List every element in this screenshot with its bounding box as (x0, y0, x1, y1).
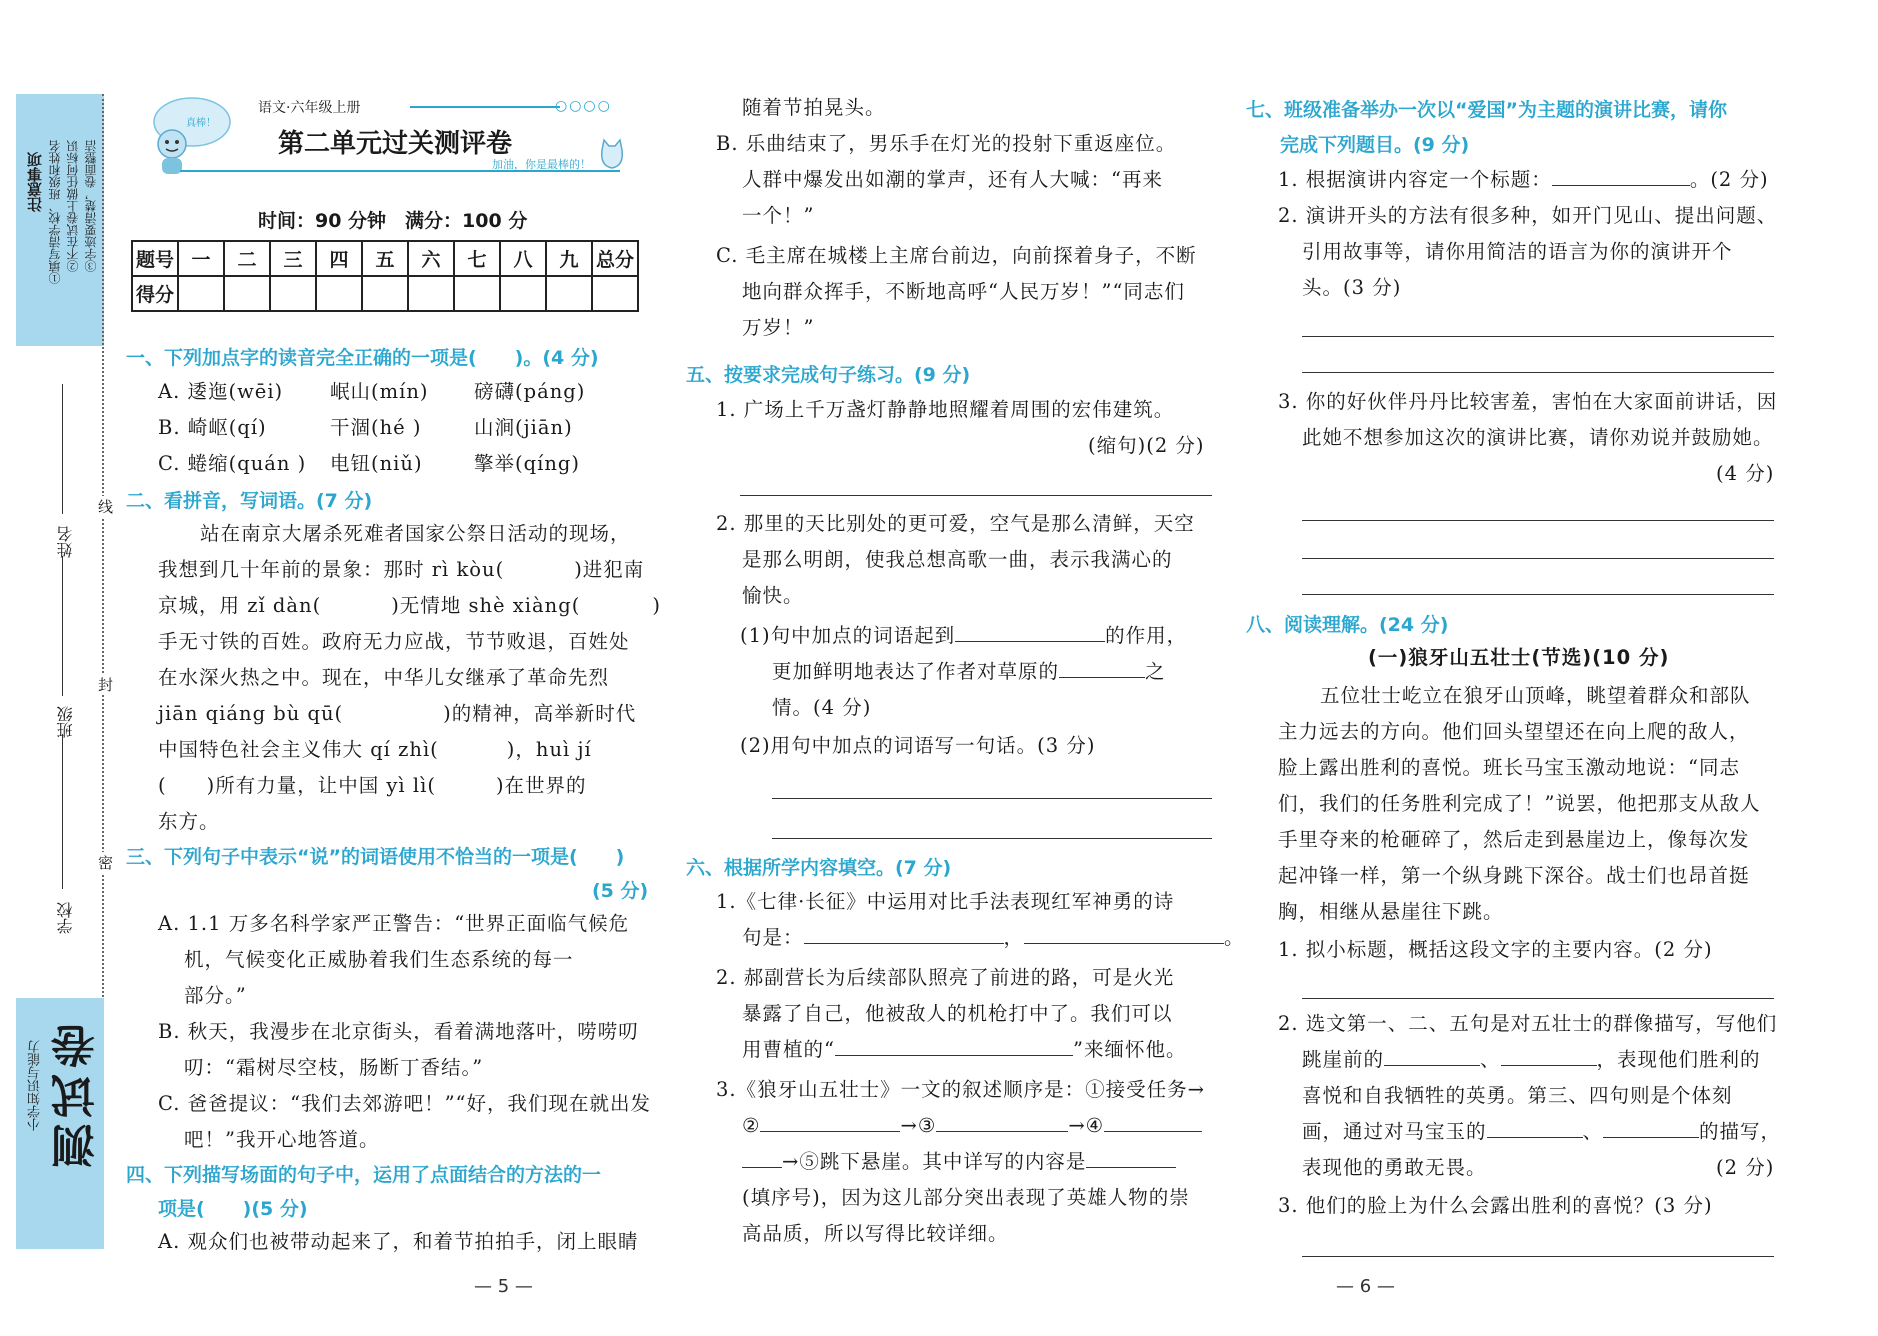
note-2: ②不在试卷上做任何标识 (66, 140, 80, 272)
q2-line: ( )所有力量，让中国 yì lì( )在世界的 (158, 774, 587, 797)
score-cell[interactable] (500, 276, 546, 311)
score-header-cell: 五 (362, 241, 408, 276)
q5-item-1-req: (缩句)(2 分) (1088, 434, 1205, 457)
q8-heading: 八、阅读理解。(24 分) (1246, 614, 1449, 636)
mark-mi: 密 (98, 854, 114, 872)
q8-passage-line: 起冲锋一样，第一个纵身跳下深谷。战士们也昂首挺 (1278, 864, 1750, 887)
q6-item-2: 2. 郝副营长为后续部队照亮了前进的路，可是火光 (716, 966, 1175, 989)
exam-time: 时间：90 分钟 满分：100 分 (258, 210, 528, 232)
q2-line: 我想到几十年前的景象：那时 rì kòu( )进犯南 (158, 558, 645, 581)
q4-option-b: B. 乐曲结束了，男乐手在灯光的投射下重返座位。 (716, 132, 1177, 155)
q4-heading: 四、下列描写场面的句子中，运用了点面结合的方法的一 (126, 1164, 602, 1186)
q5-answer-line[interactable] (772, 838, 1212, 839)
q8-passage-line: 脸上露出胜利的喜悦。班长马宝玉激动地说：“同志 (1278, 756, 1740, 779)
exam-title: 第二单元过关测评卷 (278, 129, 513, 159)
school-label: 学校 (56, 902, 75, 934)
q8-item-3: 3. 他们的脸上为什么会露出胜利的喜悦？(3 分) (1278, 1194, 1713, 1217)
score-table (131, 240, 639, 312)
q5-item-2: 愉快。 (742, 584, 804, 607)
school-line (62, 734, 63, 889)
score-header-cell: 三 (270, 241, 316, 276)
note-1: ①填写清学校、班级和姓名 (48, 140, 62, 284)
score-row-label: 得分 (132, 276, 178, 311)
q7-item-1: 1. 根据演讲内容定一个标题： 。(2 分) (1278, 162, 1769, 198)
score-cell[interactable] (592, 276, 638, 311)
q7-item-2: 头。(3 分) (1302, 276, 1402, 299)
q5-sub-1: 情。(4 分) (772, 696, 872, 719)
slogan: 加油，你是最棒的！ (492, 158, 591, 171)
q8-item-2: 跳崖前的 、 ，表现他们胜利的 (1302, 1042, 1761, 1078)
mascot-text: 真棒！ (186, 118, 216, 129)
name-line (62, 384, 63, 514)
q4-heading: 项是( )(5 分) (158, 1198, 308, 1220)
score-header-cell: 二 (224, 241, 270, 276)
class-label: 班级 (56, 706, 75, 738)
q3-option-a: A. 1.1 万多名科学家严正警告：“世界正面临气候危 (158, 912, 630, 935)
mark-xian: 线 (98, 498, 114, 516)
q2-line: 手无寸铁的百姓。政府无力应战，节节败退，百姓处 (158, 630, 630, 653)
q7-heading: 七、班级准备举办一次以“爱国”为主题的演讲比赛，请你 (1246, 99, 1727, 121)
q7-answer-line[interactable] (1302, 372, 1774, 373)
q3-option-c: C. 爸爸提议：“我们去郊游吧！”“好，我们现在就出发 (158, 1092, 652, 1115)
q7-answer-line[interactable] (1302, 594, 1774, 595)
q7-item-3: 3. 你的好伙伴丹丹比较害羞，害怕在大家面前讲话，因 (1278, 390, 1778, 413)
q8-item-2-score: (2 分) (1716, 1156, 1775, 1179)
page-number-right: — 6 — (1336, 1276, 1395, 1297)
subject-label: 语文·六年级上册 (258, 100, 361, 116)
q3-option-a: 机，气候变化正威胁着我们生态系统的每一 (184, 948, 574, 971)
header-rings: ○○○○ (555, 98, 612, 114)
score-header-cell: 七 (454, 241, 500, 276)
score-header-cell: 总分 (592, 241, 638, 276)
name-label: 姓名 (56, 526, 75, 558)
q4-option-c: C. 毛主席在城楼上主席台前边，向前探着身子，不断 (716, 244, 1197, 267)
q4-option-b: 一个！” (742, 204, 815, 227)
score-cell[interactable] (224, 276, 270, 311)
score-header-cell: 四 (316, 241, 362, 276)
brand-big: 测试卷 (52, 1018, 103, 1168)
q8-passage-title: (一)狼牙山五壮士(节选)(10 分) (1368, 646, 1670, 669)
notes-title: 注意事项 (26, 152, 44, 212)
brand-panel (16, 998, 104, 1249)
q2-line: 东方。 (158, 810, 220, 833)
q7-item-3: (4 分) (1716, 462, 1775, 485)
q7-answer-line[interactable] (1302, 520, 1774, 521)
q7-answer-line[interactable] (1302, 336, 1774, 337)
q3-score: (5 分) (592, 880, 649, 902)
score-cell[interactable] (408, 276, 454, 311)
q8-passage-line: 五位壮士屹立在狼牙山顶峰，眺望着群众和部队 (1320, 684, 1751, 707)
score-cell[interactable] (546, 276, 592, 311)
header-rule (410, 106, 560, 108)
score-header-cell: 题号 (132, 241, 178, 276)
note-3: ③字迹要清楚，卷面整洁 (84, 140, 98, 272)
q5-answer-line[interactable] (740, 495, 1212, 496)
q8-passage-line: 手里夺来的枪砸碎了，然后走到悬崖边上，像每次发 (1278, 828, 1750, 851)
score-header-row (132, 241, 638, 276)
q2-heading: 二、看拼音，写词语。(7 分) (126, 490, 373, 512)
q6-item-3: →⑤跳下悬崖。其中详写的内容是 (742, 1144, 1176, 1180)
q3-option-a: 部分。” (184, 984, 247, 1007)
q6-item-3: ② →③ →④ (742, 1108, 1202, 1144)
q7-item-2: 引用故事等，请你用简洁的语言为你的演讲开个 (1302, 240, 1733, 263)
q5-item-2: 2. 那里的天比别处的更可爱，空气是那么清鲜，天空 (716, 512, 1195, 535)
q1-option-a1: A. 逶迤(wēi) (158, 380, 284, 403)
q6-item-2: 暴露了自己，他被敌人的机枪打中了。我们可以 (742, 1002, 1173, 1025)
q6-item-3: 3.《狼牙山五壮士》一文的叙述顺序是：①接受任务→ (716, 1078, 1205, 1101)
brand-small: 小学知识与能力 (28, 1040, 43, 1131)
q6-item-1: 1.《七律·长征》中运用对比手法表现红军神勇的诗 (716, 890, 1175, 913)
q1-option-b1: B. 崎岖(qí) (158, 416, 267, 439)
q8-item-2: 喜悦和自我牺牲的英勇。第三、四句则是个体刻 (1302, 1084, 1733, 1107)
q5-heading: 五、按要求完成句子练习。(9 分) (686, 364, 971, 386)
q2-line: 在水深火热之中。现在，中华儿女继承了革命先烈 (158, 666, 610, 689)
score-cell[interactable] (178, 276, 224, 311)
q1-option-c2: 电钮(niǔ) (330, 452, 423, 475)
score-header-cell: 九 (546, 241, 592, 276)
q2-line: 站在南京大屠杀死难者国家公祭日活动的现场， (200, 522, 631, 545)
cat-icon (598, 136, 626, 172)
q8-answer-line[interactable] (1302, 998, 1774, 999)
q8-answer-line[interactable] (1302, 1256, 1774, 1257)
score-header-cell: 八 (500, 241, 546, 276)
q7-heading: 完成下列题目。(9 分) (1280, 134, 1470, 156)
q3-option-b: 叨：“霜树尽空枝，肠断丁香结。” (184, 1056, 484, 1079)
q8-item-2: 表现他的勇敢无畏。 (1302, 1156, 1487, 1179)
q4-option-a: A. 观众们也被带动起来了，和着节拍拍手，闭上眼睛 (158, 1230, 639, 1253)
score-header-cell: 一 (178, 241, 224, 276)
score-value-row (132, 276, 638, 311)
q6-heading: 六、根据所学内容填空。(7 分) (686, 857, 952, 879)
q2-line: jiān qiáng bù qū( )的精神，高举新时代 (158, 702, 637, 725)
q8-passage-line: 胸，相继从悬崖往下跳。 (1278, 900, 1504, 923)
q2-line: 京城，用 zǐ dàn( )无情地 shè xiàng( ) (158, 594, 661, 617)
q5-sub-1: (1)句中加点的词语起到 的作用， (740, 618, 1187, 654)
q3-option-c: 吧！”我开心地答道。 (184, 1128, 380, 1151)
q8-item-1: 1. 拟小标题，概括这段文字的主要内容。(2 分) (1278, 938, 1713, 961)
q7-item-2: 2. 演讲开头的方法有很多种，如开门见山、提出问题、 (1278, 204, 1778, 227)
q1-option-b3: 山涧(jiān) (474, 416, 573, 439)
q3-heading: 三、下列句子中表示“说”的词语使用不恰当的一项是( ) (126, 846, 625, 868)
q1-option-c1: C. 蜷缩(quán ) (158, 452, 307, 475)
q6-item-3: 高品质，所以写得比较详细。 (742, 1222, 1009, 1245)
q8-item-2: 2. 选文第一、二、五句是对五壮士的群像描写，写他们 (1278, 1012, 1778, 1035)
q5-sub-1: 更加鲜明地表达了作者对草原的 之 (772, 654, 1166, 690)
q3-option-b: B. 秋天，我漫步在北京街头，看着满地落叶，唠唠叨 (158, 1020, 639, 1043)
score-cell[interactable] (270, 276, 316, 311)
q1-option-c3: 擎举(qíng) (474, 452, 580, 475)
q8-passage-line: 们，我们的任务胜利完成了！”说罢，他把那支从敌人 (1278, 792, 1761, 815)
q5-sub-2: (2)用句中加点的词语写一句话。(3 分) (740, 734, 1096, 757)
notes-panel (16, 94, 104, 346)
q1-option-a3: 磅礴(páng) (474, 380, 586, 403)
q6-item-3: (填序号)，因为这儿部分突出表现了英雄人物的崇 (742, 1186, 1190, 1209)
score-cell[interactable] (454, 276, 500, 311)
q8-item-2: 画，通过对马宝玉的 、 的描写， (1302, 1114, 1781, 1150)
q4-option-a: 随着节拍晃头。 (742, 96, 886, 119)
q1-option-a2: 岷山(mín) (330, 380, 429, 403)
q7-answer-line[interactable] (1302, 558, 1774, 559)
score-cell[interactable] (362, 276, 408, 311)
q5-item-1: 1. 广场上千万盏灯静静地照耀着周围的宏伟建筑。 (716, 398, 1175, 421)
q8-passage-line: 主力远去的方向。他们回头望望还在向上爬的敌人， (1278, 720, 1750, 743)
q2-line: 中国特色社会主义伟大 qí zhì( )，huì jí (158, 738, 592, 761)
q5-answer-line[interactable] (772, 798, 1212, 799)
score-header-cell: 六 (408, 241, 454, 276)
mascot-icon (142, 92, 232, 178)
q6-item-1: 句是： ， 。 (742, 920, 1245, 956)
score-cell[interactable] (316, 276, 362, 311)
q4-option-c: 万岁！” (742, 316, 815, 339)
q5-item-2: 是那么明朗，使我总想高歌一曲，表示我满心的 (742, 548, 1173, 571)
q1-option-b2: 干涸(hé ) (330, 416, 422, 439)
page-number-left: — 5 — (474, 1276, 533, 1297)
q4-option-c: 地向群众挥手，不断地高呼“人民万岁！”“同志们 (742, 280, 1185, 303)
q6-item-2: 用曹植的“ ”来缅怀他。 (742, 1032, 1186, 1068)
q4-option-b: 人群中爆发出如潮的掌声，还有人大喊：“再来 (742, 168, 1163, 191)
mark-feng: 封 (98, 676, 114, 694)
q7-item-3: 此她不想参加这次的演讲比赛，请你劝说并鼓励她。 (1302, 426, 1774, 449)
class-line (62, 556, 63, 696)
binding-strip (16, 94, 114, 1249)
q1-heading: 一、下列加点字的读音完全正确的一项是( )。(4 分) (126, 347, 599, 369)
